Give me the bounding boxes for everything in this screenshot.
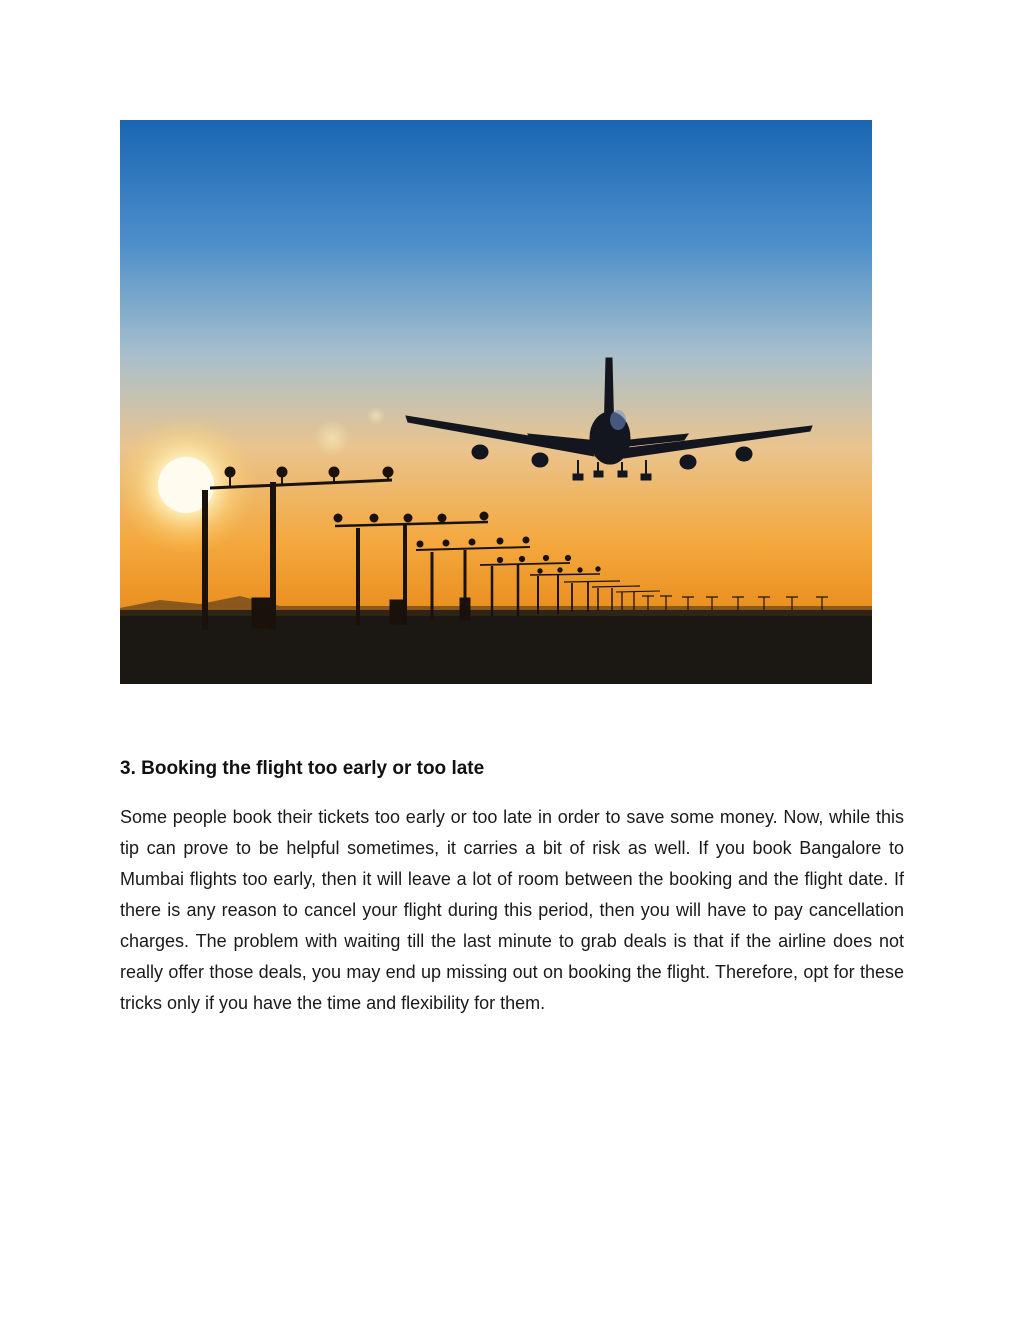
section-heading: 3. Booking the flight too early or too late [120, 758, 485, 779]
section-paragraph: Some people book their tickets too early or too late in order to save some money. Now, while this tip can prove to be helpful sometimes, it carries a bit of risk as well. If you book Bangalore to Mumbai flights too early, then it will leave a lot of room between the booking and the flight date. If there is any reason to cancel your flight during this period, then you will have to pay cancellation charges. The problem with waiting till the last minute to grab deals is that if the airline does not really offer those deals, you may end up missing out on booking the flight. Therefore, opt for these tricks only if you have the time and flexibility for them. [120, 807, 904, 1013]
airplane-landing-photo [120, 120, 872, 684]
